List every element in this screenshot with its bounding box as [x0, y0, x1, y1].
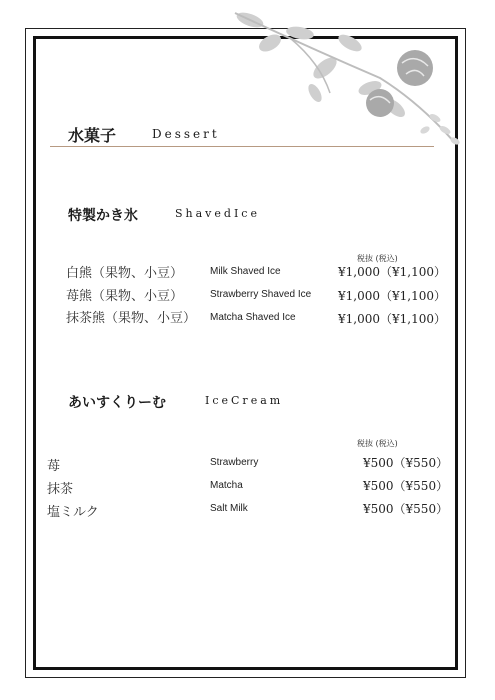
- menu-item-name-en: Strawberry Shaved Ice: [210, 289, 312, 300]
- menu-item-name-en: Milk Shaved Ice: [210, 266, 281, 277]
- section-title-jp: 特製かき氷: [68, 208, 138, 224]
- menu-item-name-jp: 抹茶: [47, 482, 74, 497]
- menu-item-name-jp: 苺熊（果物、小豆）: [66, 289, 184, 304]
- menu-item-price: ¥500（¥550）: [363, 456, 449, 470]
- menu-item-name-jp: 苺: [47, 459, 61, 474]
- menu-item-name-jp: 塩ミルク: [47, 505, 99, 520]
- header-title-jp: 水菓子: [68, 126, 117, 145]
- menu-item-price: ¥1,000（¥1,100）: [338, 289, 446, 303]
- menu-item-name-jp: 白熊（果物、小豆）: [66, 266, 184, 281]
- menu-item-name-en: Salt Milk: [210, 503, 248, 514]
- menu-item-name-en: Strawberry: [210, 457, 259, 468]
- header-title-en: Dessert: [152, 127, 220, 141]
- menu-item-name-en: Matcha Shaved Ice: [210, 312, 296, 323]
- menu-item-price: ¥500（¥550）: [363, 502, 449, 516]
- menu-item-price: ¥500（¥550）: [363, 479, 449, 493]
- tax-label: 税抜 (税込): [357, 439, 398, 448]
- tax-label: 税抜 (税込): [357, 254, 398, 263]
- section-title-en: IceCream: [205, 394, 284, 407]
- menu-item-name-jp: 抹茶熊（果物、小豆）: [66, 311, 197, 326]
- section-title-jp: あいすくりーむ: [68, 395, 166, 411]
- section-title-en: ShavedIce: [175, 207, 260, 220]
- floral-decoration-icon: [230, 8, 465, 148]
- menu-item-price: ¥1,000（¥1,100）: [338, 312, 446, 326]
- header-divider: [50, 146, 434, 147]
- menu-item-name-en: Matcha: [210, 480, 243, 491]
- menu-item-price: ¥1,000（¥1,100）: [338, 265, 446, 279]
